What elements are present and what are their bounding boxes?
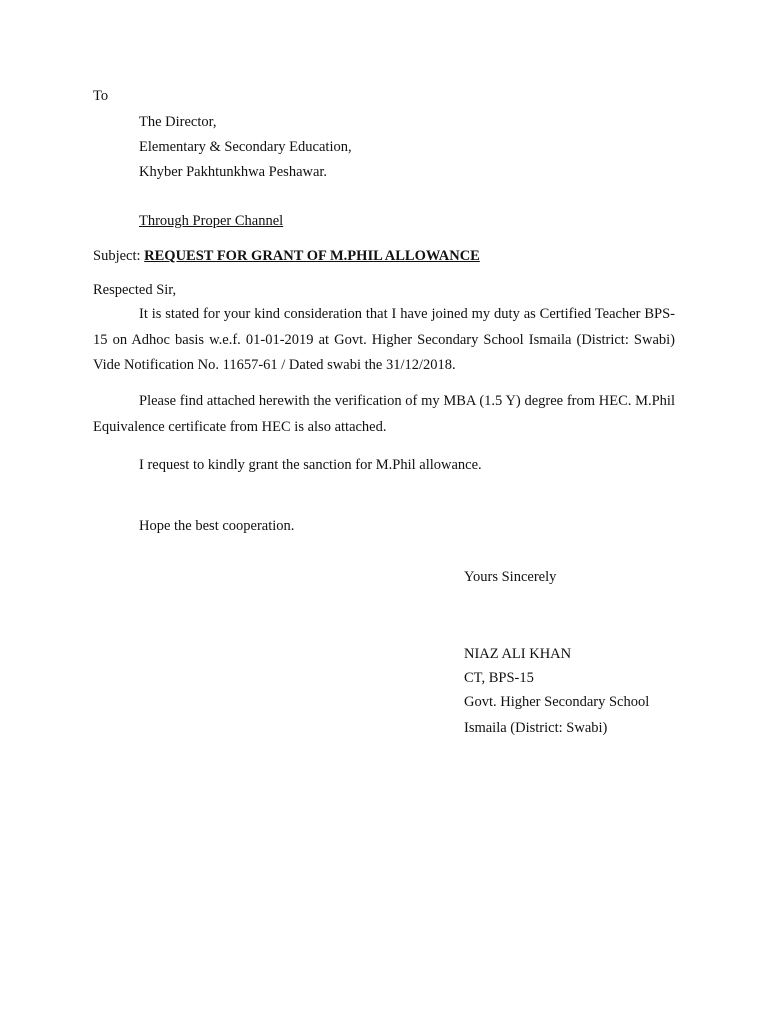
paragraph-4: Hope the best cooperation. [139, 518, 295, 534]
paragraph-2: Please find attached herewith the verification of my MBA (1.5 Y) degree from HEC. M.Phil Equivalence certificate from HEC is also attached. [93, 393, 675, 435]
recipient-line-3: Khyber Pakhtunkhwa Peshawar. [139, 164, 328, 180]
signature-name: NIAZ ALI KHAN [464, 646, 572, 662]
paragraph-3: I request to kindly grant the sanction for M.Phil allowance. [139, 457, 482, 473]
paragraph-1: It is stated for your kind consideration that I have joined my duty as Certified Teacher BPS-15 on Adhoc basis w.e.f. 01-01-2019 at Govt. Higher Secondary School Ismaila (District: Swabi) Vide Notification No. 11657-61 / Dated swabi the 31/12/2018. [93, 306, 675, 373]
subject-line [93, 247, 480, 265]
to-label: To [93, 88, 109, 104]
signature-location: Ismaila (District: Swabi) [464, 720, 608, 736]
closing: Yours Sincerely [464, 569, 557, 585]
recipient-line-2: Elementary & Secondary Education, [139, 139, 352, 155]
signature-designation: CT, BPS-15 [464, 670, 534, 686]
subject-label: Subject: [93, 248, 145, 264]
signature-school: Govt. Higher Secondary School [464, 694, 650, 710]
recipient-line-1: The Director, [139, 114, 217, 130]
salutation: Respected Sir, [93, 282, 177, 298]
through-channel: Through Proper Channel [139, 213, 284, 229]
subject-text: REQUEST FOR GRANT OF M.PHIL ALLOWANCE [144, 248, 480, 264]
